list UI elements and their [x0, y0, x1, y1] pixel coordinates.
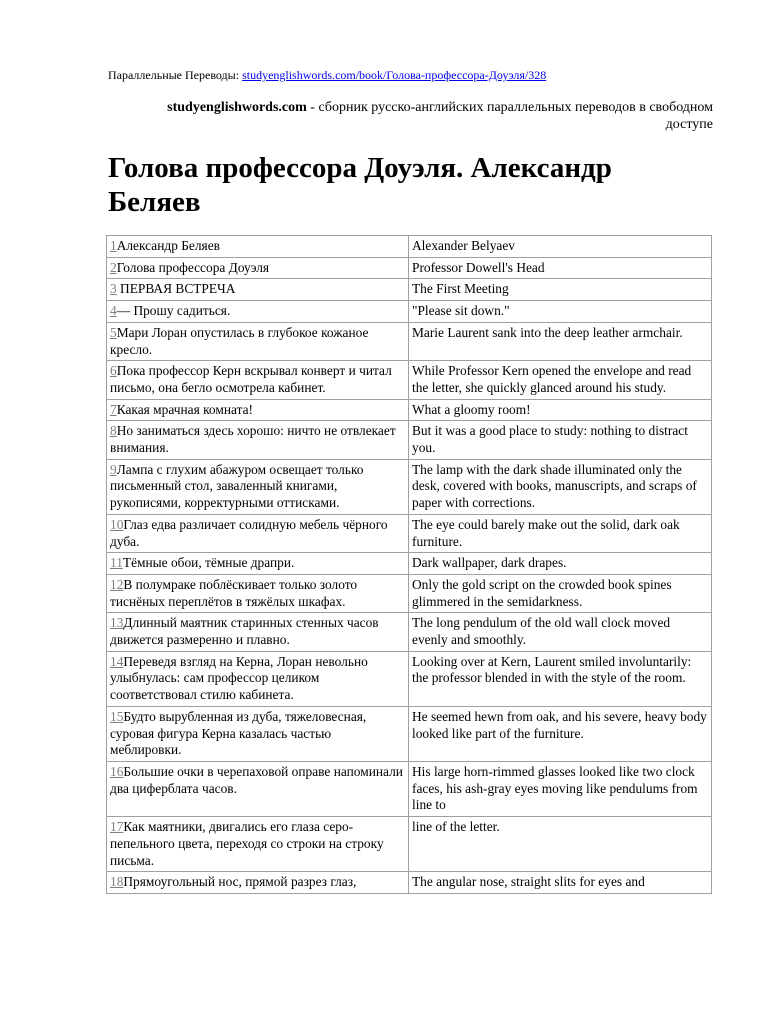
sentence-number-link[interactable]: 4 — [110, 303, 117, 319]
russian-cell — [107, 761, 409, 816]
russian-text: Длинный маятник старинных стенных часов движется размеренно и плавно. — [110, 615, 379, 648]
russian-text: Прямоугольный нос, прямой разрез глаз, — [123, 874, 357, 890]
russian-text: Будто вырубленная из дуба, тяжеловесная, суровая фигура Керна казалась частью меблировки. — [110, 708, 367, 758]
table-row — [107, 301, 712, 323]
english-cell: The lamp with the dark shade illuminated only the desk, covered with books, manuscripts, and scraps of paper with corrections. — [409, 459, 712, 514]
russian-text: Тёмные обои, тёмные драпри. — [122, 555, 295, 571]
sentence-number-link[interactable]: 16 — [110, 763, 124, 779]
table-row — [107, 421, 712, 459]
table-row — [107, 872, 712, 894]
russian-text: Александр Беляев — [116, 238, 220, 253]
sentence-number-link[interactable]: 1 — [110, 238, 117, 253]
english-cell: What a gloomy room! — [409, 399, 712, 421]
russian-text: Но заниматься здесь хорошо: ничто не отвлекает внимания. — [110, 423, 396, 456]
english-cell: Only the gold script on the crowded book spines glimmered in the semidarkness. — [409, 574, 712, 612]
sentence-number-link[interactable]: 3 — [110, 281, 117, 297]
sentence-number-link[interactable]: 5 — [110, 324, 117, 340]
source-line — [108, 68, 546, 83]
english-cell: "Please sit down." — [409, 301, 712, 323]
russian-cell — [107, 322, 409, 360]
english-cell: Marie Laurent sank into the deep leather armchair. — [409, 322, 712, 360]
sentence-number-link[interactable]: 14 — [110, 653, 124, 669]
russian-text: Переведя взгляд на Керна, Лоран невольно улыбнулась: сам профессор целиком соответствовал стилю кабинета. — [110, 653, 368, 703]
table-row — [107, 574, 712, 612]
sentence-number-link[interactable]: 13 — [110, 615, 124, 631]
sentence-number-link[interactable]: 10 — [110, 516, 124, 532]
table-row — [107, 257, 712, 279]
russian-cell — [107, 613, 409, 651]
russian-cell — [107, 553, 409, 575]
russian-text: Лампа с глухим абажуром освещает только письменный стол, заваленный книгами, рукописями, корректурными оттисками. — [110, 461, 364, 511]
sentence-number-link[interactable]: 8 — [110, 423, 117, 439]
russian-cell — [107, 706, 409, 761]
russian-text: — Прошу садиться. — [116, 303, 231, 319]
sentence-number-link[interactable]: 18 — [110, 874, 124, 890]
russian-text: Мари Лоран опустилась в глубокое кожаное кресло. — [110, 324, 369, 357]
english-cell: Looking over at Kern, Laurent smiled involuntarily: the professor blended in with the style of the room. — [409, 651, 712, 706]
english-cell: Professor Dowell's Head — [409, 257, 712, 279]
english-cell: His large horn-rimmed glasses looked like two clock faces, his ash-gray eyes moving like pendulums from line to — [409, 761, 712, 816]
sentence-number-link[interactable]: 12 — [110, 576, 124, 592]
russian-cell — [107, 361, 409, 399]
russian-cell — [107, 459, 409, 514]
table-row — [107, 817, 712, 872]
english-cell: Alexander Belyaev — [409, 236, 712, 258]
russian-text: Как маятники, двигались его глаза серо-пепельного цвета, переходя со строки на строку письма. — [110, 819, 384, 868]
sentence-number-link[interactable]: 6 — [110, 363, 117, 379]
site-description: - сборник русско-английских параллельных переводов в свободном доступе — [306, 100, 713, 132]
page-title: Голова профессора Доуэля. Александр Беляев — [108, 152, 612, 218]
source-link[interactable]: studyenglishwords.com/book/Голова-профессора-Доуэля/328 — [242, 68, 547, 82]
english-cell: The eye could barely make out the solid, dark oak furniture. — [409, 514, 712, 552]
site-name: studyenglishwords.com — [167, 100, 307, 115]
english-cell: While Professor Kern opened the envelope and read the letter, she quickly glanced around his study. — [409, 361, 712, 399]
russian-cell — [107, 514, 409, 552]
russian-text: Голова профессора Доуэля — [116, 259, 270, 275]
sentence-number-link[interactable]: 7 — [110, 401, 117, 417]
sentence-number-link[interactable]: 11 — [110, 555, 123, 571]
english-cell: But it was a good place to study: nothing to distract you. — [409, 421, 712, 459]
russian-cell — [107, 421, 409, 459]
russian-cell — [107, 257, 409, 279]
russian-cell — [107, 301, 409, 323]
table-row — [107, 361, 712, 399]
russian-text: Пока профессор Керн вскрывал конверт и читал письмо, она бегло осмотрела кабинет. — [110, 363, 392, 395]
russian-cell — [107, 817, 409, 872]
russian-cell — [107, 574, 409, 612]
table-row — [107, 651, 712, 706]
sentence-number-link[interactable]: 17 — [110, 819, 124, 835]
russian-text: Какая мрачная комната! — [116, 401, 254, 417]
table-row — [107, 459, 712, 514]
table-row — [107, 236, 712, 258]
english-cell: Dark wallpaper, dark drapes. — [409, 553, 712, 575]
russian-text: Глаз едва различает солидную мебель чёрного дуба. — [110, 516, 388, 549]
russian-cell — [107, 399, 409, 421]
site-description-block — [150, 99, 713, 133]
table-row — [107, 613, 712, 651]
english-cell: line of the letter. — [409, 817, 712, 872]
russian-cell — [107, 236, 409, 258]
english-cell: The long pendulum of the old wall clock moved evenly and smoothly. — [409, 613, 712, 651]
russian-cell — [107, 651, 409, 706]
table-row — [107, 399, 712, 421]
table-row — [107, 322, 712, 360]
english-cell: The angular nose, straight slits for eyes and — [409, 872, 712, 894]
parallel-translation-table — [106, 235, 712, 894]
table-row — [107, 279, 712, 301]
russian-cell — [107, 279, 409, 301]
table-row — [107, 514, 712, 552]
table-row — [107, 761, 712, 816]
sentence-number-link[interactable]: 15 — [110, 708, 124, 724]
sentence-number-link[interactable]: 9 — [110, 461, 117, 477]
table-row — [107, 706, 712, 761]
english-cell: The First Meeting — [409, 279, 712, 301]
russian-text: Большие очки в черепаховой оправе напоминали два циферблата часов. — [110, 763, 403, 796]
english-cell: He seemed hewn from oak, and his severe, heavy body looked like part of the furniture. — [409, 706, 712, 761]
sentence-number-link[interactable]: 2 — [110, 259, 117, 275]
table-row — [107, 553, 712, 575]
table-body — [107, 236, 712, 894]
russian-text: ПЕРВАЯ ВСТРЕЧА — [116, 281, 236, 297]
source-label: Параллельные Переводы: — [108, 68, 240, 82]
russian-text: В полумраке поблёскивает только золото тиснёных переплётов в тяжёлых шкафах. — [110, 576, 358, 609]
russian-cell — [107, 872, 409, 894]
